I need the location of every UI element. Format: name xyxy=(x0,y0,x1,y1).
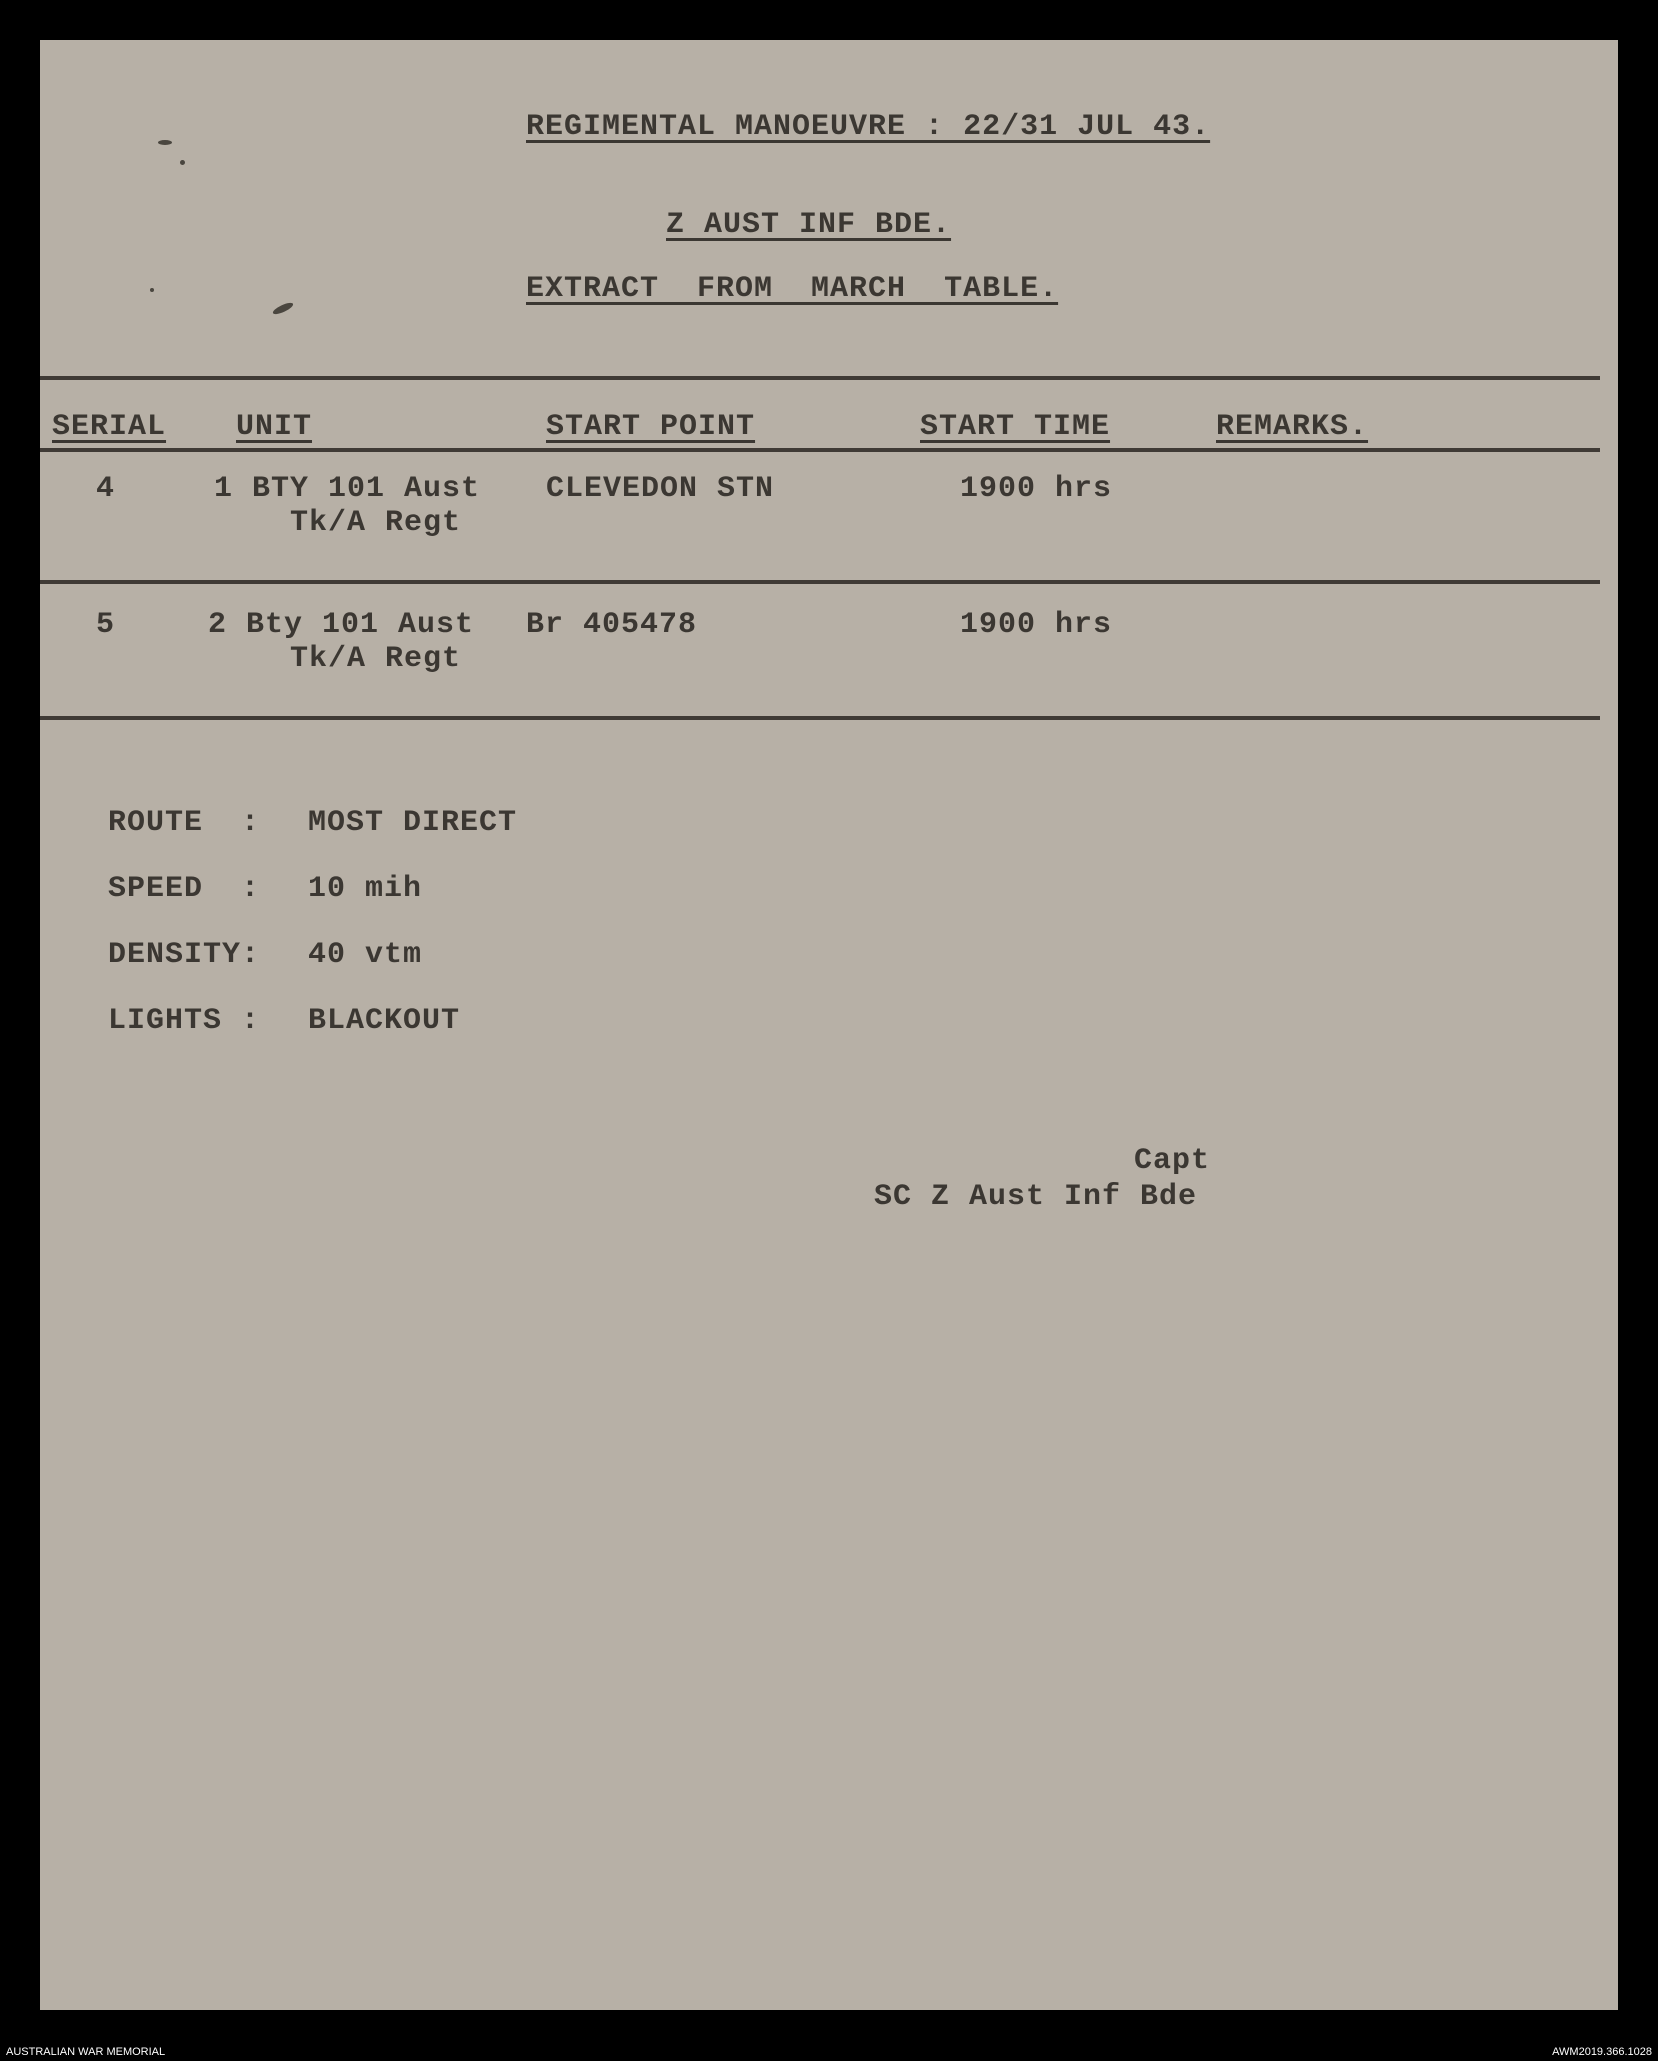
header-remarks: REMARKS. xyxy=(1216,410,1369,444)
paper-mark xyxy=(150,288,154,292)
row-start-point: Br 405478 xyxy=(526,608,698,642)
signature-appointment: SC Z Aust Inf Bde xyxy=(874,1180,1198,1214)
row-unit: 1 BTY 101 Aust xyxy=(214,472,481,506)
table-top-rule xyxy=(40,376,1600,380)
header-start-time: START TIME xyxy=(920,410,1111,444)
lights-value: BLACKOUT xyxy=(308,1004,461,1038)
header-rule xyxy=(40,448,1600,452)
route-value: MOST DIRECT xyxy=(308,806,518,840)
header-unit: UNIT xyxy=(236,410,313,444)
row-unit-continued: Tk/A Regt xyxy=(290,642,462,676)
speed-label: SPEED : xyxy=(108,872,261,906)
header-start-point: START POINT xyxy=(546,410,756,444)
paper-mark xyxy=(158,140,172,145)
route-label: ROUTE : xyxy=(108,806,261,840)
row-rule xyxy=(40,580,1600,584)
lights-label: LIGHTS : xyxy=(108,1004,261,1038)
document-subtitle: EXTRACT FROM MARCH TABLE. xyxy=(526,272,1059,306)
document-page xyxy=(40,40,1618,2010)
row-start-time: 1900 hrs xyxy=(960,472,1113,506)
paper-mark xyxy=(272,301,295,317)
footer-credit: AUSTRALIAN WAR MEMORIAL xyxy=(6,2046,166,2058)
density-label: DENSITY: xyxy=(108,938,261,972)
density-value: 40 vtm xyxy=(308,938,423,972)
footer-accession-number: AWM2019.366.1028 xyxy=(1552,2046,1652,2058)
document-title: REGIMENTAL MANOEUVRE : 22/31 JUL 43. xyxy=(526,110,1211,144)
row-serial: 4 xyxy=(96,472,116,506)
row-serial: 5 xyxy=(96,608,116,642)
header-serial: SERIAL xyxy=(52,410,167,444)
row-unit: 2 Bty 101 Aust xyxy=(208,608,475,642)
row-start-time: 1900 hrs xyxy=(960,608,1113,642)
row-unit-continued: Tk/A Regt xyxy=(290,506,462,540)
speed-value: 10 mih xyxy=(308,872,423,906)
formation-heading: Z AUST INF BDE. xyxy=(666,208,952,242)
paper-mark xyxy=(180,160,185,165)
row-start-point: CLEVEDON STN xyxy=(546,472,775,506)
signature-rank: Capt xyxy=(1134,1144,1211,1178)
table-bottom-rule xyxy=(40,716,1600,720)
